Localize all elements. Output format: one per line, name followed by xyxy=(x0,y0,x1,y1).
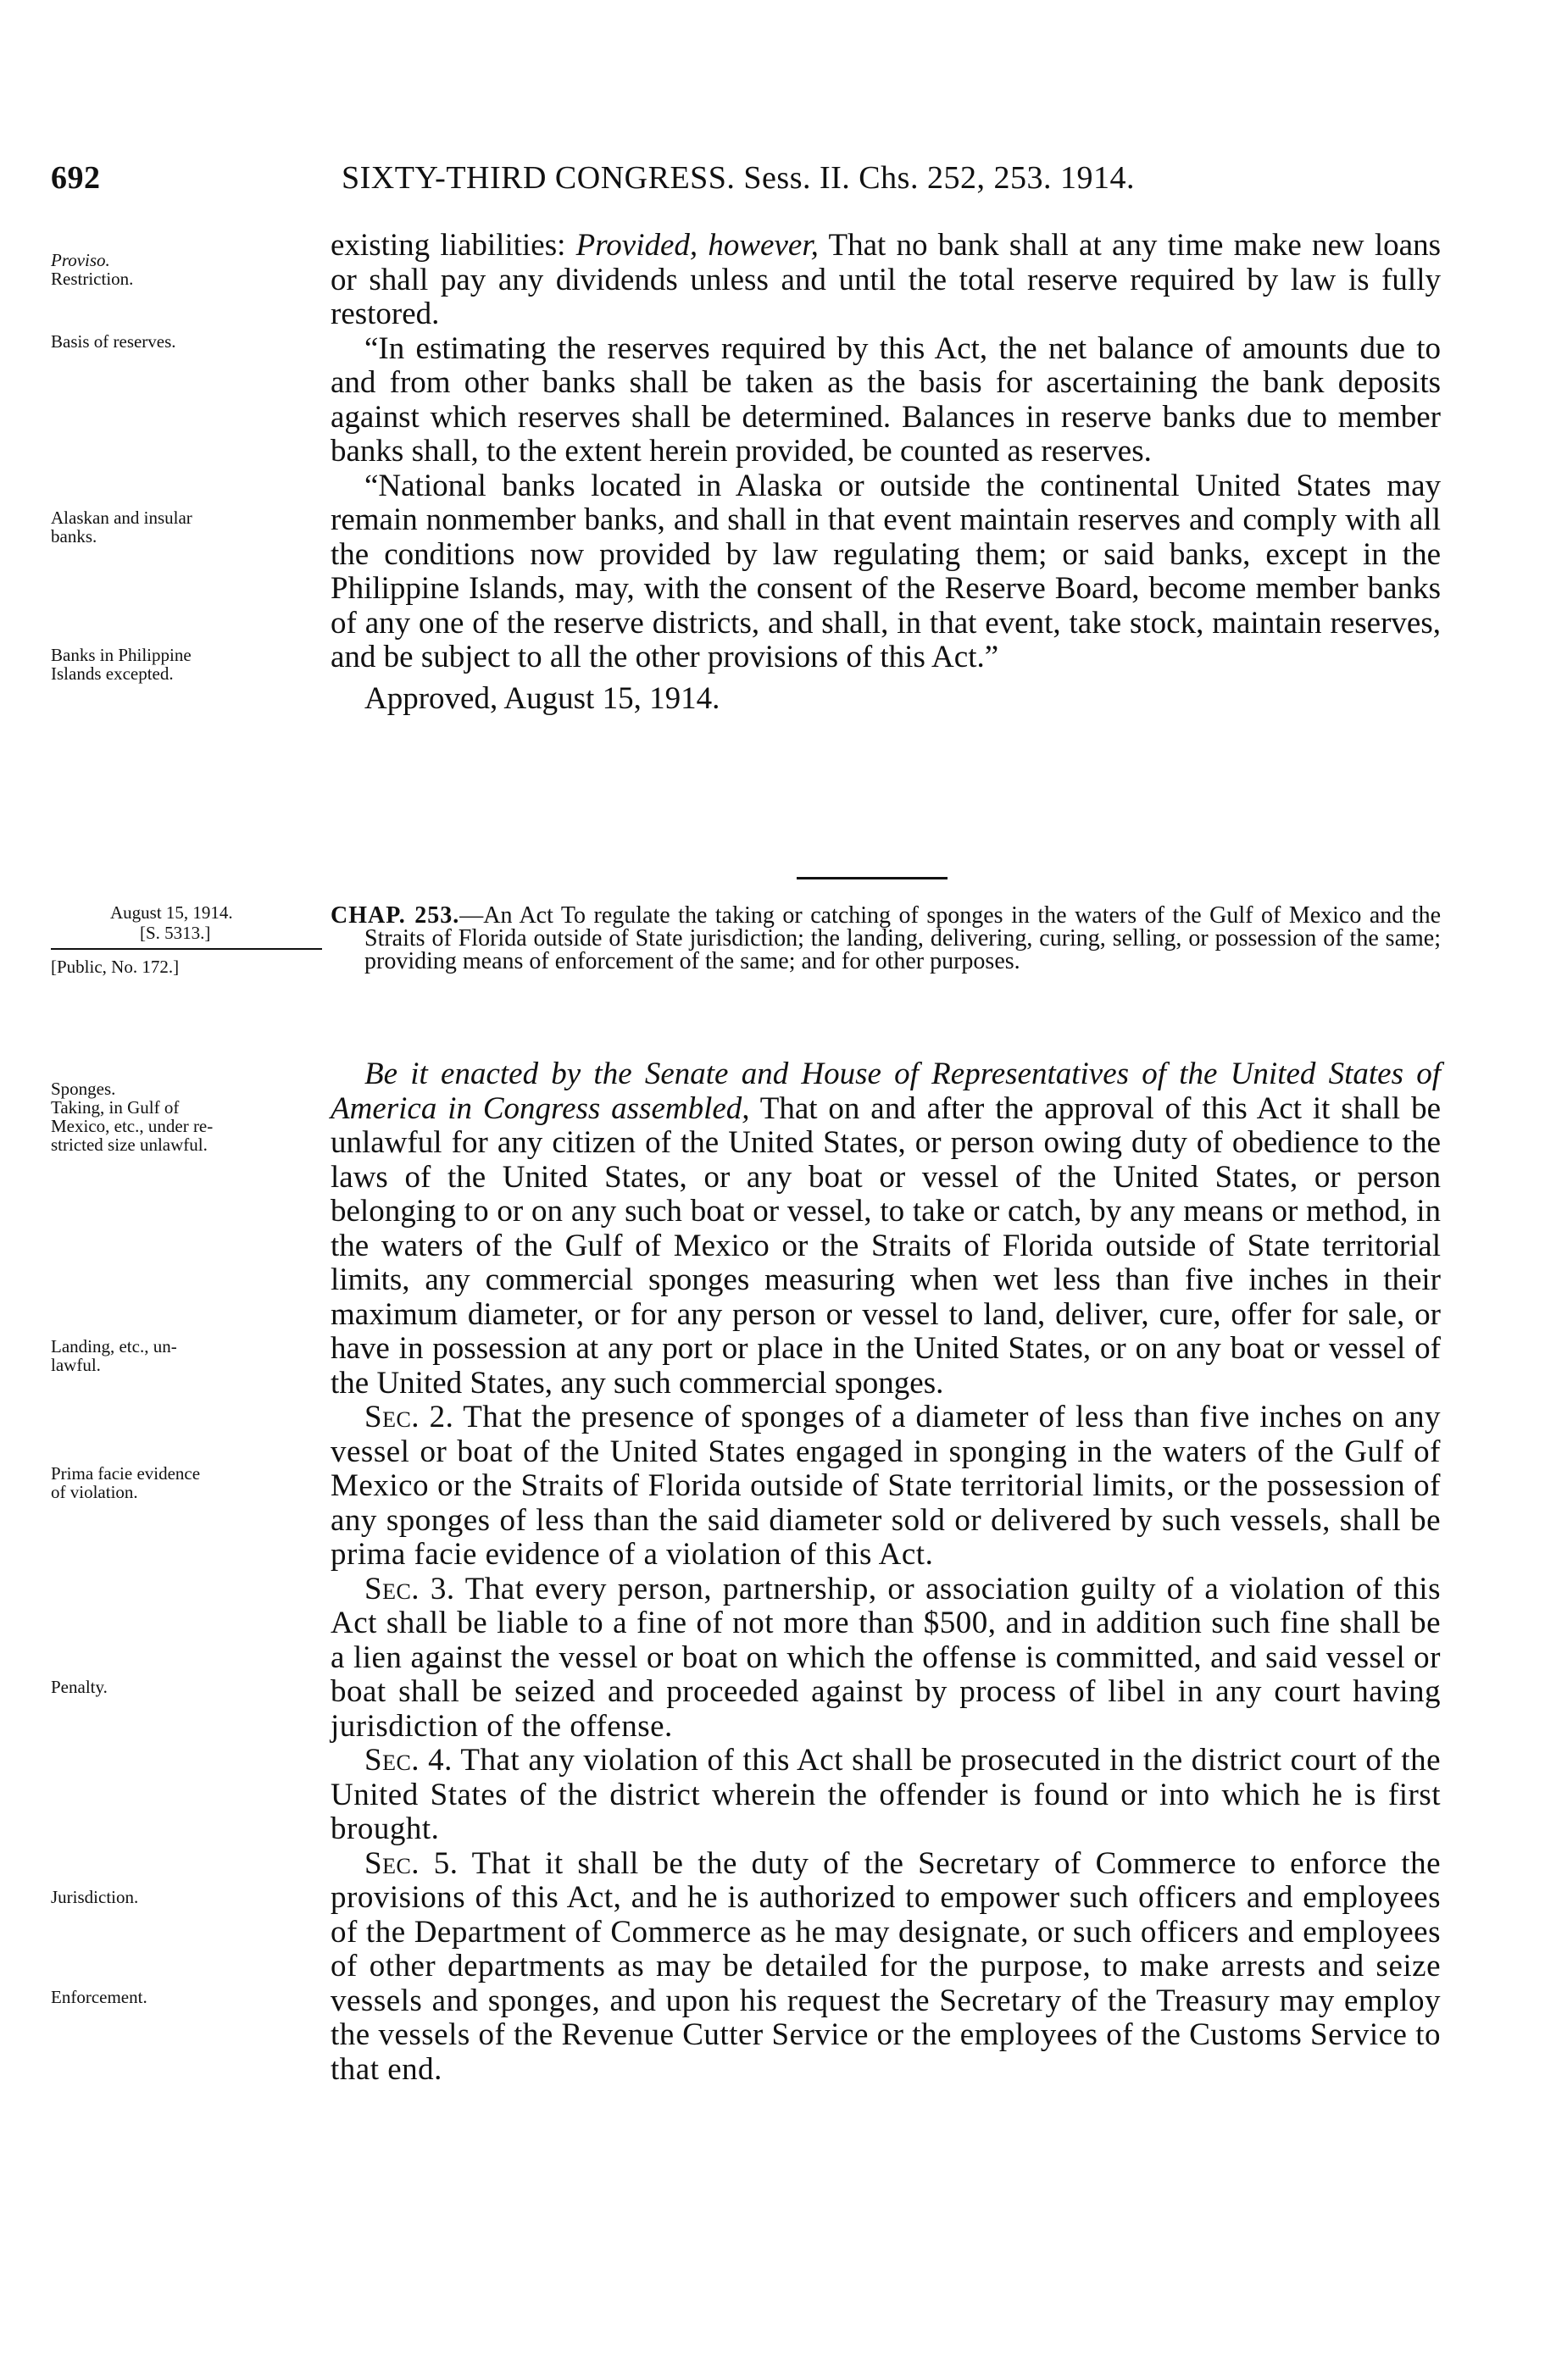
margin-note-taking-3: stricted size unlawful. xyxy=(51,1135,208,1155)
chapter-separator-rule xyxy=(797,877,948,879)
ch253-meta xyxy=(51,902,322,977)
margin-note-restriction: Restriction. xyxy=(51,269,134,289)
ch253-section-1: Be it enacted by the Senate and House of Representatives of the United States of America in Congress assembled, That on and after the approval of this Act it shall be unlawful for any citizen of the United States, or person owing duty of obedience to the laws of the United States, or any boat or vessel of the United States, or person belonging to or on any such boat or vessel, to take or catch, by any means or method, in the waters of the Gulf of Mexico or the Straits of Florida outside of State territorial limits, any commercial sponges measuring when wet less than five inches in their maximum diameter, or for any person or vessel to land, deliver, cure, offer for sale, or have in possession at any port or place in the United States, or on any boat or vessel of the United States, any such commercial sponges. xyxy=(331,1057,1441,1401)
chapter-253-text xyxy=(331,1057,1441,2087)
sec-3-label: Sec. 3. xyxy=(364,1571,455,1606)
margin-note-taking-1: Taking, in Gulf of xyxy=(51,1097,180,1118)
margin-note-landing-1: Landing, etc., un- xyxy=(51,1336,177,1356)
ch253-section-4: Sec. 4. That any violation of this Act shall be prosecuted in the district court of the United States of the district wherein the offender is found or into which he is first brought. xyxy=(331,1743,1441,1846)
ch253-title-block xyxy=(331,904,1441,973)
margin-note-prima-facie-2: of violation. xyxy=(51,1482,138,1502)
ch253-section-2: Sec. 2. That the presence of sponges of a diameter of less than five inches on any vessel or boat of the United States engaged in sponging in the waters of the Gulf of Mexico or the Straits of Florida outside of State territorial limits, or the possession of any sponges of less than the said diameter sold or delivered by such vessels, shall be prima facie evidence of a violation of this Act. xyxy=(331,1400,1441,1572)
enacting-clause: Be it enacted by the Senate and House of Representatives of the United States of America in Congress assembled, xyxy=(331,1057,1441,1126)
ch252-paragraph-1: existing liabilities: Provided, however, That no bank shall at any time make new loans or shall pay any dividends unless and until the total reserve required by law is fully restored. xyxy=(331,228,1441,331)
chapter-252-text xyxy=(331,229,1441,716)
ch252-paragraph-3: “National banks located in Alaska or outside the continental United States may remain nonmember banks, and shall in that event maintain reserves and comply with all the conditions now provided by law regulating them; or said banks, except in the Philippine Islands, may, with the consent of the Reserve Board, become member banks of any one of the reserve districts, and shall, in that event, take stock, maintain reserves, and be subject to all the other provisions of this Act.” xyxy=(331,468,1441,674)
margin-note-jurisdiction: Jurisdiction. xyxy=(51,1887,139,1907)
running-head-text: SIXTY-THIRD CONGRESS. Sess. II. Chs. 252, 253. 1914. xyxy=(342,160,1135,196)
margin-note-enforcement: Enforcement. xyxy=(51,1987,147,2007)
margin-note-alaskan-1: Alaskan and insular xyxy=(51,508,192,528)
margin-note-landing-2: lawful. xyxy=(51,1355,101,1375)
sec-2-label: Sec. 2. xyxy=(364,1400,454,1434)
ch253-title: —An Act To regulate the taking or catching of sponges in the waters of the Gulf of Mexico and the Straits of Florida outside of State jurisdiction; the landing, delivering, curing, selling, or possession of the same; providing means of enforcement of the same; and for other purposes. xyxy=(364,902,1441,974)
ch253-public-law: [Public, No. 172.] xyxy=(51,957,180,977)
margin-note-penalty: Penalty. xyxy=(51,1677,108,1697)
ch253-bill: [S. 5313.] xyxy=(140,923,211,943)
ch253-meta-rule xyxy=(51,948,322,950)
margin-note-proviso: Proviso. xyxy=(51,250,110,270)
margin-note-philippine-1: Banks in Philippine xyxy=(51,645,192,665)
margin-note-basis-of-reserves: Basis of reserves. xyxy=(51,331,176,352)
margin-note-alaskan-2: banks. xyxy=(51,526,97,546)
sec-4-label: Sec. 4. xyxy=(364,1743,453,1778)
margin-note-sponges: Sponges. xyxy=(51,1079,116,1099)
margin-note-taking-2: Mexico, etc., under re- xyxy=(51,1116,214,1136)
ch253-chap-label: CHAP. 253. xyxy=(331,902,460,929)
sec-5-label: Sec. 5. xyxy=(364,1845,458,1881)
ch253-date: August 15, 1914. xyxy=(110,902,233,923)
ch253-section-5: Sec. 5. That it shall be the duty of the Secretary of Commerce to enforce the provisions of this Act, and he is authorized to empower such officers and employees of the Department of Commerce as he may designate, or such officers and employees of other departments as may be detailed for the purpose, to make arrests and seize vessels and sponges, and upon his request the Secretary of the Treasury may employ the vessels of the Revenue Cutter Service or the employees of the Customs Service to that end. xyxy=(331,1845,1442,2087)
margin-note-prima-facie-1: Prima facie evidence xyxy=(51,1463,201,1484)
page-number: 692 xyxy=(51,160,101,196)
margin-note-philippine-2: Islands excepted. xyxy=(51,663,174,684)
ch253-section-3: Sec. 3. That every person, partnership, or association guilty of a violation of this Act shall be liable to a fine of not more than $500, and in addition such fine shall be a lien against the vessel or boat on which the offense is committed, and said vessel or boat shall be seized and proceeded against by process of libel in any court having jurisdiction of the offense. xyxy=(331,1571,1441,1744)
ch252-approved: Approved, August 15, 1914. xyxy=(364,680,720,716)
ch252-paragraph-2: “In estimating the reserves required by this Act, the net balance of amounts due to and from other banks shall be taken as the basis for ascertaining the bank deposits against which reserves shall be determined. Balances in reserve banks due to member banks shall, to the extent herein provided, be counted as reserves. xyxy=(331,330,1441,469)
